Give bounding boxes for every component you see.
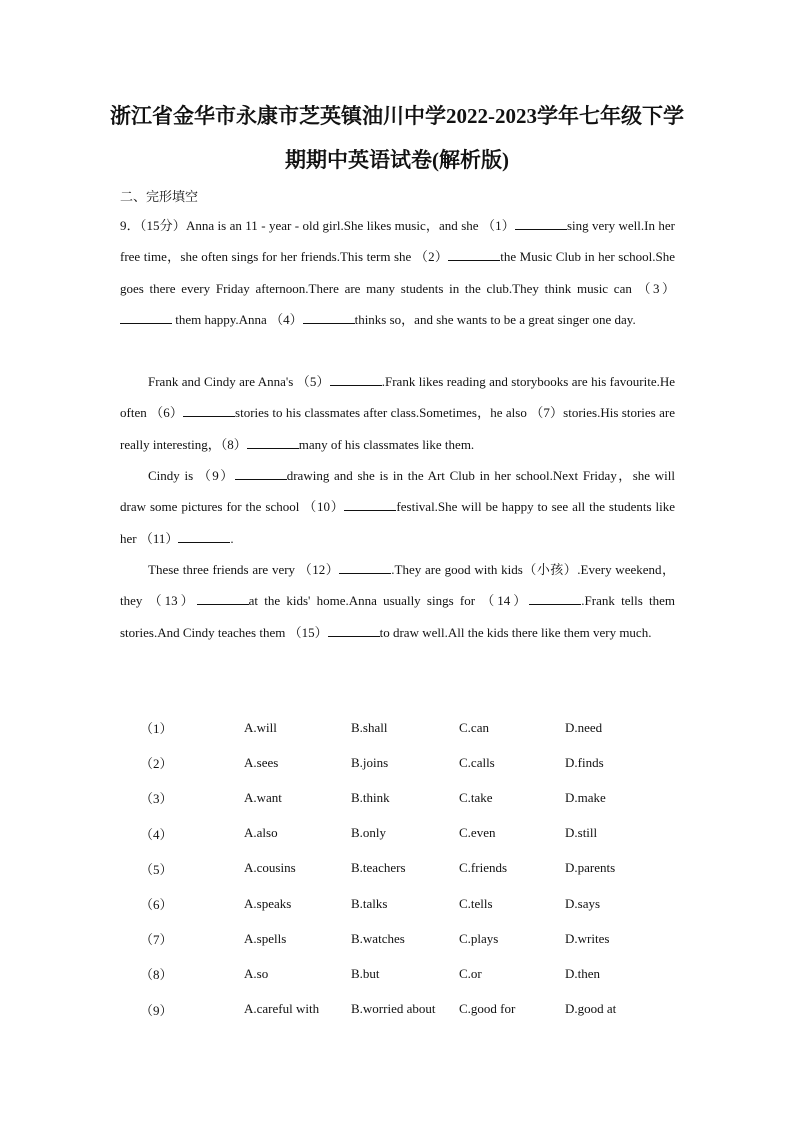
option-b: B.watches [351,930,405,946]
passage-text: at the kids' home.Anna usually sings for （14） [248,593,530,609]
options-row [140,816,665,851]
option-b: B.shall [351,719,388,735]
option-c: C.or [459,965,482,981]
option-d: D.finds [565,754,604,770]
question-number: （9） [140,1002,173,1018]
blank-2 [448,248,500,261]
passage-text: Frank and Cindy are Anna's （5） [148,374,330,389]
options-row [140,992,665,1027]
passage-text: drawing and she is in the Art Club in her school.Next Friday，she will draw some pictures for the school （10） [120,468,675,515]
option-a: A.sees [244,754,279,770]
question-number: （1） [140,721,173,737]
blank-14 [529,592,581,605]
option-b: B.worried about [351,1001,436,1017]
option-b: B.but [351,965,380,981]
option-d: D.writes [565,930,610,946]
passage-text: .They are good with kids（小孩）.Every weekend，they （13） [120,562,675,609]
passage-text: . [230,530,234,546]
passage-text: thinks so，and she wants to be a great singer one day. [354,311,636,327]
passage-text: These three friends are very （12） [148,562,340,577]
blank-6 [183,404,235,417]
option-b: B.think [351,789,390,805]
option-b: B.teachers [351,860,406,876]
passage-text: stories to his classmates after class.Sometimes，he also （7）stories.His stories are really interesting，（8） [120,405,675,452]
passage-text: .Frank likes reading and storybooks are his favourite.He often （6） [120,374,676,421]
passage-text: many of his classmates like them. [298,436,475,452]
question-number: （3） [140,791,173,807]
passage-text: Cindy is （9） [148,468,235,483]
question-number: （8） [140,967,173,983]
passage-text: sing very well.In her free time，she often sings for her friends.This term she （2） [120,218,675,265]
blank-5 [330,373,382,386]
option-a: A.cousins [244,860,296,876]
blank-4 [303,311,355,324]
passage-paragraph-1 [120,210,675,335]
option-d: D.parents [565,860,616,876]
option-a: A.so [244,965,269,981]
option-d: D.need [565,719,603,735]
option-d: D.good at [565,1001,617,1017]
option-c: C.good for [459,1001,516,1017]
page-title-line-1: 浙江省金华市永康市芝英镇油川中学2022-2023学年七年级下学 [110,104,684,128]
option-a: A.want [244,789,282,805]
passage-paragraph-3 [120,460,675,554]
option-b: B.talks [351,895,388,911]
option-a: A.will [244,719,277,735]
option-a: A.spells [244,930,287,946]
option-d: D.make [565,789,606,805]
option-c: C.even [459,825,496,841]
passage-text: 9．（15分）Anna is an 11 - year - old girl.She likes music，and she （1） [120,218,515,233]
blank-9 [235,467,287,480]
options-row [140,921,665,956]
passage-text: festival.She will be happy to see all the students like her （11） [120,499,675,546]
passage-paragraph-4 [120,554,675,648]
option-c: C.calls [459,754,495,770]
option-d: D.still [565,825,598,841]
blank-10 [344,498,396,511]
blank-11 [178,530,230,543]
passage-text: the Music Club in her school.She goes there every Friday afternoon.There are many students in the club.They think music can （3） [120,249,675,296]
option-c: C.can [459,719,489,735]
options-row [140,956,665,991]
option-c: C.tells [459,895,493,911]
blank-12 [339,561,391,574]
question-number: （2） [140,756,173,772]
options-row [140,745,665,780]
blank-1 [515,217,567,230]
page-title-line-2: 期期中英语试卷(解析版) [285,148,509,172]
passage-text: .Frank tells them stories.And Cindy teaches them （15） [120,593,675,640]
option-b: B.joins [351,754,389,770]
question-number: （7） [140,932,173,948]
passage-text: them happy.Anna （4） [172,311,303,327]
passage-text: to draw well.All the kids there like them very much. [379,624,652,640]
option-d: D.says [565,895,601,911]
passage-paragraph-2 [120,366,675,460]
options-row [140,851,665,886]
option-c: C.friends [459,860,508,876]
blank-15 [328,624,380,637]
option-c: C.take [459,789,493,805]
options-row [140,710,665,745]
blank-3 [120,311,172,324]
question-number: （5） [140,861,173,877]
options-table [140,710,665,1027]
blank-8 [247,436,299,449]
section-heading: 二、完形填空 [120,190,199,205]
options-row [140,886,665,921]
options-row [140,780,665,815]
question-number: （4） [140,826,173,842]
option-a: A.speaks [244,895,292,911]
option-a: A.careful with [244,1001,320,1017]
option-c: C.plays [459,930,499,946]
question-number: （6） [140,897,173,913]
option-d: D.then [565,965,601,981]
option-b: B.only [351,825,387,841]
option-a: A.also [244,825,278,841]
blank-13 [197,592,249,605]
